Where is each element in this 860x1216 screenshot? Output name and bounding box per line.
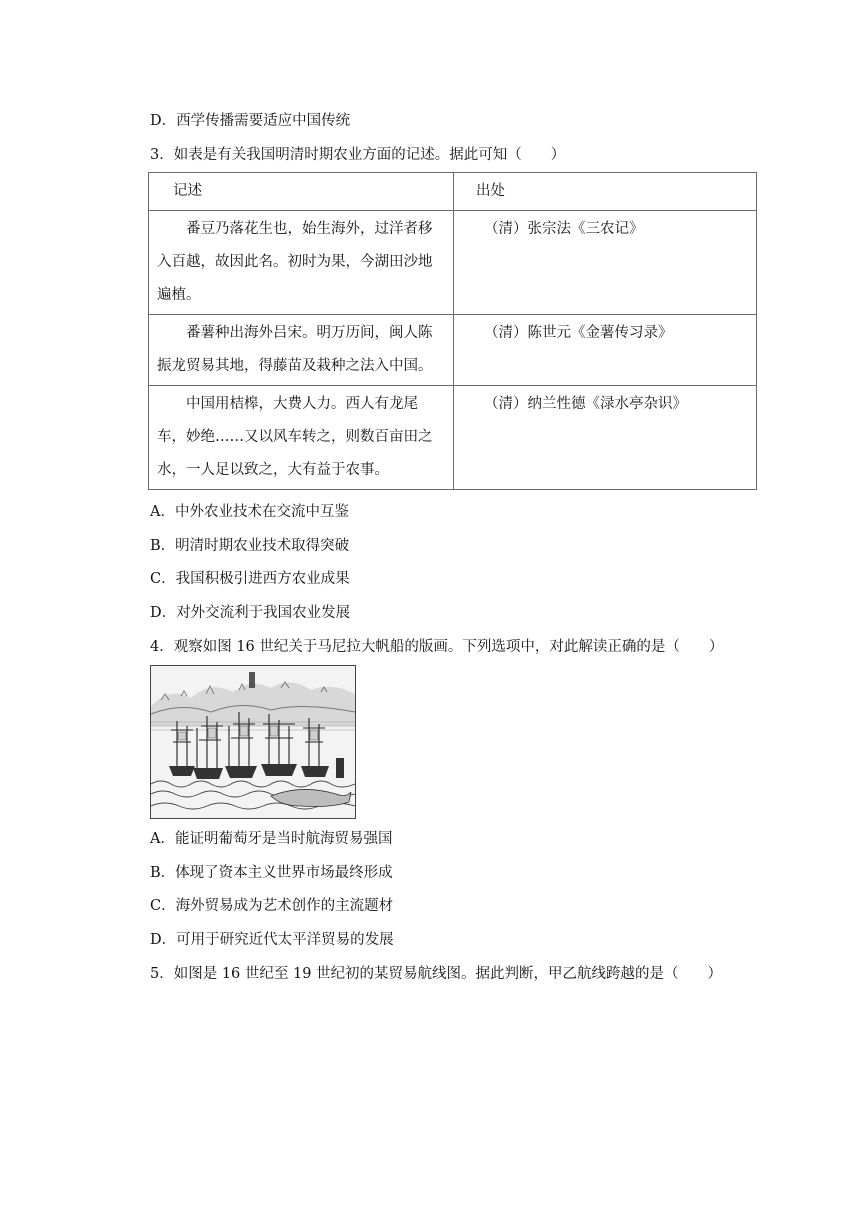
q4-option-b: B．体现了资本主义世界市场最终形成 [150, 865, 393, 881]
q3-option-b: B．明清时期农业技术取得突破 [150, 538, 350, 554]
q4-stem: 4．观察如图 16 世纪关于马尼拉大帆船的版画。下列选项中，对此解读正确的是（ ） [150, 639, 724, 655]
q4-option-d: D．可用于研究近代太平洋贸易的发展 [150, 932, 394, 948]
q3-option-c: C．我国积极引进西方农业成果 [150, 571, 350, 587]
q4-option-a: A．能证明葡萄牙是当时航海贸易强国 [150, 831, 393, 847]
q3-table [148, 172, 757, 490]
table-row [149, 211, 757, 315]
q3-stem: 3．如表是有关我国明清时期农业方面的记述。据此可知（ ） [150, 147, 566, 163]
q2-option-d: D．西学传播需要适应中国传统 [150, 113, 351, 129]
table-row [149, 386, 757, 490]
table-header-row [149, 173, 757, 211]
q3-option-d: D．对外交流利于我国农业发展 [150, 605, 351, 621]
q4-option-c: C．海外贸易成为艺术创作的主流题材 [150, 898, 394, 914]
table-cell-text: 番豆乃落花生也，始生海外，过洋者移入百越，故因此名。初时为果，今湖田沙地遍植。 [149, 211, 454, 315]
q3-option-a: A．中外农业技术在交流中互鉴 [150, 504, 349, 520]
table-row [149, 315, 757, 386]
table-cell-source: （清）张宗法《三农记》 [454, 211, 757, 315]
manila-galleon-engraving [150, 665, 356, 819]
table-cell-source: （清）陈世元《金薯传习录》 [454, 315, 757, 386]
table-cell-text: 中国用桔槔，大费人力。西人有龙尾车，妙绝……又以风车转之，则数百亩田之水，一人足以致之，大有益于农事。 [149, 386, 454, 490]
table-header-text: 记述 [149, 173, 454, 211]
table-cell-source: （清）纳兰性德《渌水亭杂识》 [454, 386, 757, 490]
table-header-source: 出处 [454, 173, 757, 211]
q5-stem: 5．如图是 16 世纪至 19 世纪初的某贸易航线图。据此判断，甲乙航线跨越的是（ ） [150, 966, 723, 982]
table-cell-text: 番薯种出海外吕宋。明万历间，闽人陈振龙贸易其地，得藤苗及栽种之法入中国。 [149, 315, 454, 386]
